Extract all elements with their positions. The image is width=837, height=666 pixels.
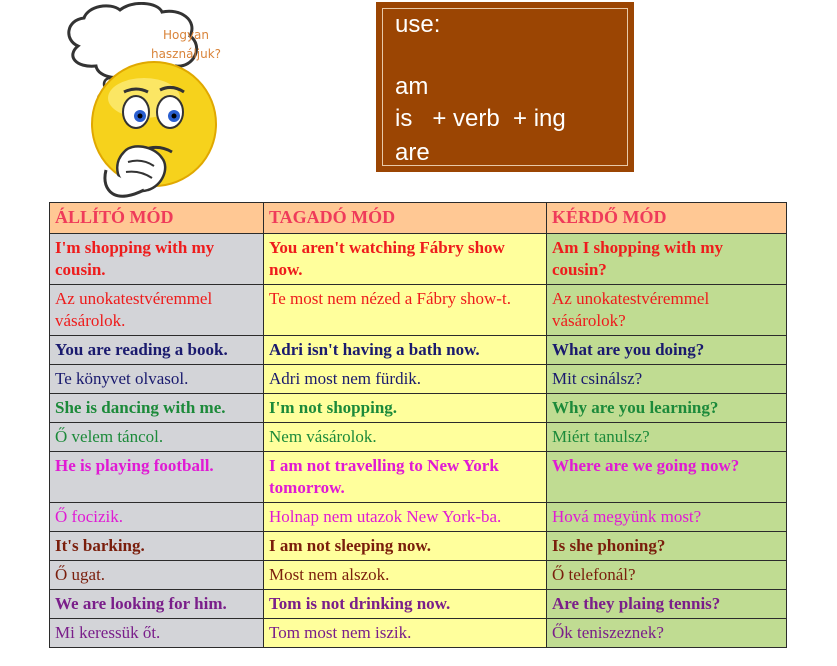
cell-affirmative: I'm shopping with my cousin. (50, 234, 264, 285)
thought-bubble-text (138, 26, 234, 64)
header-affirmative: ÁLLÍTÓ MÓD (50, 203, 264, 234)
header-question: KÉRDŐ MÓD (547, 203, 787, 234)
usage-line-am: am (395, 73, 429, 100)
cell-affirmative: Az unokatestvéremmel vásárolok. (50, 285, 264, 336)
cell-question: What are you doing? (547, 336, 787, 365)
cell-question: Miért tanulsz? (547, 423, 787, 452)
usage-title: use: (395, 11, 441, 38)
table-row-english (50, 452, 787, 503)
cell-affirmative: She is dancing with me. (50, 394, 264, 423)
cell-affirmative: We are looking for him. (50, 590, 264, 619)
bubble-line-2: használjuk? (150, 47, 222, 61)
cell-affirmative: You are reading a book. (50, 336, 264, 365)
cell-negative: I'm not shopping. (264, 394, 547, 423)
header-row (50, 203, 787, 234)
table-row-hungarian (50, 365, 787, 394)
cell-affirmative: Ő velem táncol. (50, 423, 264, 452)
table-row-english (50, 234, 787, 285)
cell-negative: Adri isn't having a bath now. (264, 336, 547, 365)
table-row-english (50, 336, 787, 365)
cell-negative: I am not sleeping now. (264, 532, 547, 561)
table-row-hungarian (50, 423, 787, 452)
grammar-table (49, 202, 787, 648)
table-row-english (50, 532, 787, 561)
table-row-english (50, 590, 787, 619)
cell-question: Why are you learning? (547, 394, 787, 423)
cell-question: Is she phoning? (547, 532, 787, 561)
cell-affirmative: Ő focizik. (50, 503, 264, 532)
table-row-hungarian (50, 285, 787, 336)
table-row-english (50, 394, 787, 423)
cell-question: Az unokatestvéremmel vásárolok? (547, 285, 787, 336)
header-negative: TAGADÓ MÓD (264, 203, 547, 234)
cell-affirmative: Mi keressük őt. (50, 619, 264, 648)
table-row-hungarian (50, 619, 787, 648)
cell-negative: Holnap nem utazok New York-ba. (264, 503, 547, 532)
cell-negative: I am not travelling to New York tomorrow. (264, 452, 547, 503)
cell-negative: Adri most nem fürdik. (264, 365, 547, 394)
usage-line-are: are (395, 139, 430, 166)
usage-rule-frame (382, 8, 628, 166)
cell-negative: You aren't watching Fábry show now. (264, 234, 547, 285)
cell-affirmative: Ő ugat. (50, 561, 264, 590)
cell-negative: Te most nem nézed a Fábry show-t. (264, 285, 547, 336)
table-row-hungarian (50, 503, 787, 532)
cell-question: Hová megyünk most? (547, 503, 787, 532)
cell-negative: Tom most nem iszik. (264, 619, 547, 648)
cell-affirmative: Te könyvet olvasol. (50, 365, 264, 394)
cell-question: Ők teniszeznek? (547, 619, 787, 648)
table-row-hungarian (50, 561, 787, 590)
usage-line-is: is + verb + ing (395, 105, 566, 132)
cell-affirmative: It's barking. (50, 532, 264, 561)
cell-question: Am I shopping with my cousin? (547, 234, 787, 285)
cell-negative: Tom is not drinking now. (264, 590, 547, 619)
cell-negative: Most nem alszok. (264, 561, 547, 590)
cell-question: Ő telefonál? (547, 561, 787, 590)
bubble-line-1: Hogyan (162, 28, 210, 42)
cell-question: Where are we going now? (547, 452, 787, 503)
thinking-face-illustration (58, 2, 226, 198)
cell-question: Mit csinálsz? (547, 365, 787, 394)
usage-rule-box (376, 2, 634, 172)
cell-question: Are they plaing tennis? (547, 590, 787, 619)
cell-affirmative: He is playing football. (50, 452, 264, 503)
cell-negative: Nem vásárolok. (264, 423, 547, 452)
